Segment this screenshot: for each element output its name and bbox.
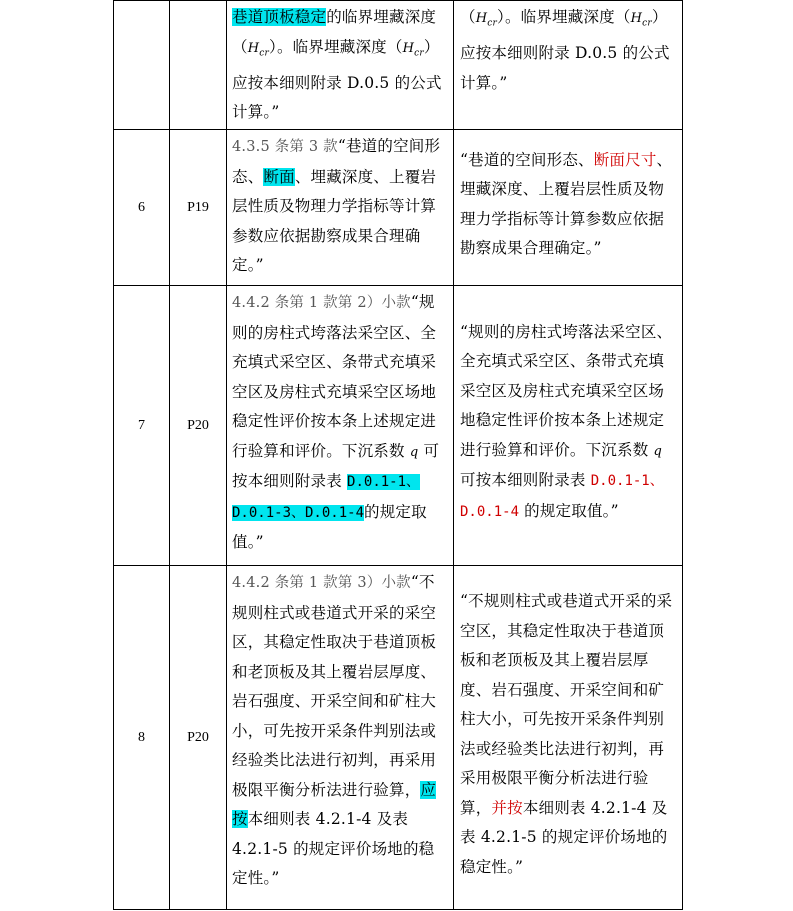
- highlight-text: 应按: [232, 780, 437, 828]
- text-segment: 、埋藏深度、上覆岩层性质及物理力学指标等计算参数应依据勘察成果合理确定。”: [232, 167, 437, 274]
- original-text-cell: [227, 1, 454, 130]
- text-segment: 本细则表 4.2.1-4 及表 4.2.1-5 的规定评价场地的稳定性。”: [460, 798, 668, 876]
- text-segment: “不规则柱式或巷道式开采的采空区，其稳定性取决于巷道顶板和老顶板及其上覆岩层厚度、岩石强度、开采空间和矿柱大小，可先按开采条件判别法或经验类比法进行初判，再采用极限平衡分析法进行验算，: [232, 573, 437, 799]
- text-segment: “巷道的空间形态、: [460, 150, 594, 169]
- original-text-cell: [227, 566, 454, 910]
- text-segment: ）应按本细则附录 D.0.5 的公式计算。”: [232, 37, 442, 122]
- row-page: [170, 1, 227, 130]
- text-segment: 本细则表 4.2.1-4 及表 4.2.1-5 的规定评价场地的稳定性。”: [232, 810, 435, 887]
- text-segment: “不规则柱式或巷道式开采的采空区，其稳定性取决于巷道顶板和老顶板及其上覆岩层厚度、岩石强度、开采空间和矿柱大小，可先按开采条件判别法或经验类比法进行初判，再采用极限平衡分析法进行验算，: [460, 592, 673, 817]
- text-segment: 的规定取值。”: [232, 502, 427, 551]
- revised-highlight: 并按: [491, 798, 523, 817]
- original-text-cell: [227, 130, 454, 286]
- row-number: 6: [114, 130, 170, 286]
- revised-text-cell: [454, 1, 683, 130]
- row-number: 7: [114, 286, 170, 566]
- table-row: [114, 1, 683, 130]
- row-page: P19: [170, 130, 227, 286]
- clause-reference: 4.4.2 条第 1 款第 2）小款: [232, 295, 411, 311]
- text-segment: 可按本细则附录表: [460, 471, 591, 490]
- text-segment: ）。临界埋藏深度（: [497, 8, 631, 26]
- revision-table: [113, 0, 683, 910]
- revised-highlight: 断面尺寸: [593, 150, 657, 169]
- text-segment: 、埋藏深度、上覆岩层性质及物理力学指标等计算参数应依据勘察成果合理确定。”: [460, 150, 673, 257]
- symbol-text: $H_{cr}$: [475, 11, 497, 29]
- text-segment: （: [460, 8, 476, 26]
- revised-text-cell: [454, 130, 683, 286]
- table-row: [114, 286, 683, 566]
- text-segment: “巷道的空间形态、: [232, 137, 441, 186]
- row-number: 8: [114, 566, 170, 910]
- symbol-text: q: [653, 443, 663, 459]
- text-segment: 的规定取值。”: [519, 501, 619, 520]
- revised-text-cell: [454, 566, 683, 910]
- highlight-text: D.0.1-1、D.0.1-3、D.0.1-4: [232, 474, 421, 521]
- symbol-text: $H_{cr}$: [402, 40, 424, 59]
- highlight-text: 巷道顶板稳定: [232, 8, 327, 26]
- text-segment: 可按本细则附录表: [232, 441, 440, 490]
- text-segment: ）。临界埋藏深度（: [269, 37, 403, 56]
- row-number: [114, 1, 170, 130]
- symbol-text: $H_{cr}$: [247, 40, 269, 59]
- text-segment: 的临界埋藏深度（: [232, 8, 437, 56]
- revised-text-cell: [454, 286, 683, 566]
- table-row: [114, 566, 683, 910]
- revised-highlight: D.0.1-1、D.0.1-4: [460, 473, 664, 520]
- symbol-text: q: [409, 444, 419, 460]
- clause-reference: 4.3.5 条第 3 款: [232, 139, 338, 155]
- text-segment: “规则的房柱式垮落法采空区、全充填式采空区、条带式充填采空区及房柱式充填采空区场地稳定性评价按本条上述规定进行验算和评价。下沉系数: [232, 293, 437, 460]
- text-segment: ）应按本细则附录 D.0.5 的公式计算。”: [460, 8, 670, 92]
- original-text-cell: [227, 286, 454, 566]
- row-page: P20: [170, 566, 227, 910]
- highlight-text: 断面: [263, 167, 295, 186]
- text-segment: “规则的房柱式垮落法采空区、全充填式采空区、条带式充填采空区及房柱式充填采空区场地稳定性评价按本条上述规定进行验算和评价。下沉系数: [460, 322, 673, 459]
- row-page: P20: [170, 286, 227, 566]
- symbol-text: $H_{cr}$: [630, 11, 652, 29]
- table-row: [114, 130, 683, 286]
- clause-reference: 4.4.2 条第 1 款第 3）小款: [232, 575, 411, 591]
